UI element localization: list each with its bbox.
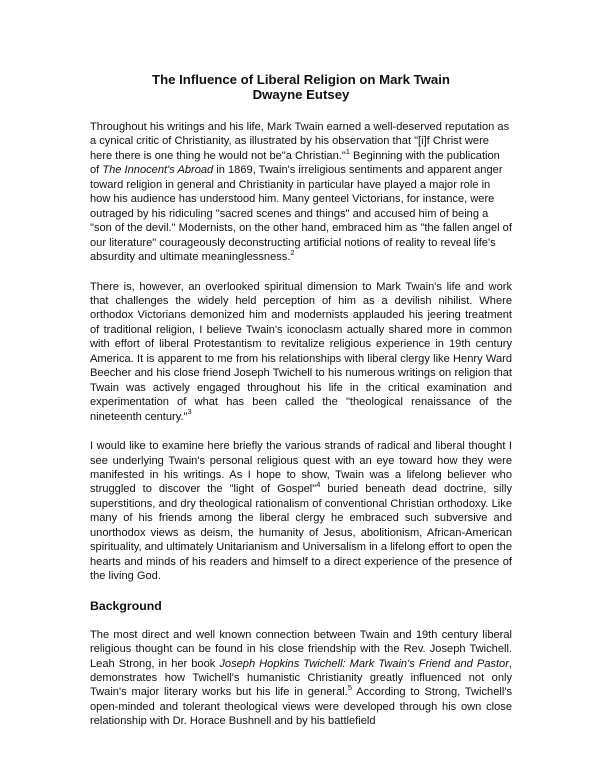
paragraph-3-text-a: I would like to examine here briefly the various strands of radical and liberal thought I see underlying Twain's personal religious quest with an eye toward how they were manifested in his writings. As I hope to show, Twain was a lifelong believer who struggled to discover the "light of Gospel" — [90, 440, 512, 496]
section-heading-background: Background — [90, 598, 162, 613]
paragraph-1-text-c: in 1869, Twain's irreligious sentiments and apparent anger toward religion in general and Christianity in particular have played a major role in how his audience has understood him. Many genteel Victorians, for instance, were outraged by his ridiculing "sacred scenes and things" and accused him of being a "son of the devil." Modernists, on the other hand, embraced him as "the fallen angel of our literature" courageously deconstructing artificial notions of reality to reveal life's absurdity and ultimate meaninglessness. — [90, 164, 512, 264]
title-block — [90, 72, 512, 102]
paragraph-1-text-b: Beginning with the publication of — [90, 149, 500, 177]
paragraph-1 — [90, 120, 512, 265]
paragraph-3-text-b: buried beneath dead doctrine, silly superstitions, and dry theological rationalism of conventional Christian orthodoxy. Like many of his friends among the liberal clergy he embraced such subversive and unorthodox views as deism, the humanity of Jesus, abolitionism, African-American spirituality, and ultimately Unitarianism and Universalism in a lifelong effort to open the hearts and minds of his readers and himself to a direct experience of the presence of the living God. — [90, 483, 512, 583]
author-name: Dwayne Eutsey — [252, 87, 350, 102]
book-title-twichell: Joseph Hopkins Twichell: Mark Twain's Friend and Pastor — [219, 657, 509, 670]
document-page — [90, 72, 512, 744]
paragraph-4-text-b: , demonstrates how Twichell's humanistic Christianity greatly influenced not only Twain's major literary works but his life in general. — [90, 657, 512, 699]
book-title-innocents-abroad: The Innocent's Abroad — [102, 164, 214, 177]
paragraph-4-text-a: The most direct and well known connection between Twain and 19th century liberal religious thought can be found in his close friendship with the Rev. Joseph Twichell. Leah Strong, in her book — [90, 628, 512, 670]
footnote-ref-3: 3 — [187, 407, 192, 417]
paragraph-4 — [90, 628, 512, 729]
paragraph-2 — [90, 280, 512, 425]
paragraph-4-text-c: According to Strong, Twichell's open-minded and tolerant theological views were developed through his own close relationship with Dr. Horace Bushnell and by his battlefield — [90, 686, 512, 728]
footnote-ref-4: 4 — [316, 480, 321, 490]
footnote-ref-2: 2 — [290, 247, 295, 257]
paper-title: The Influence of Liberal Religion on Mark Twain — [152, 72, 450, 87]
paragraph-1-text-a: Throughout his writings and his life, Mark Twain earned a well-deserved reputation as a cynical critic of Christianity, as illustrated by his observation that "[i]f Christ were here there is one thing he would not be"a Christian." — [90, 121, 510, 162]
paragraph-2-text-a: There is, however, an overlooked spiritual dimension to Mark Twain's life and work that challenges the widely held perception of him as a devilish nihilist. Where orthodox Victorians demonized him and modernists applauded his jeering treatment of traditional religion, I believe Twain's iconoclasm actually shared more in common with effort of liberal Protestantism to revitalize religious experience in 19th century America. It is apparent to me from his relationships with liberal clergy like Henry Ward Beecher and his close friend Joseph Twichell to his numerous writings on religion that Twain was actively engaged throughout his life in the critical examination and experimentation of what has been called the "theological renaissance of the nineteenth century." — [90, 280, 512, 423]
paragraph-3 — [90, 439, 512, 584]
footnote-ref-5: 5 — [347, 683, 352, 693]
footnote-ref-1: 1 — [345, 146, 350, 156]
